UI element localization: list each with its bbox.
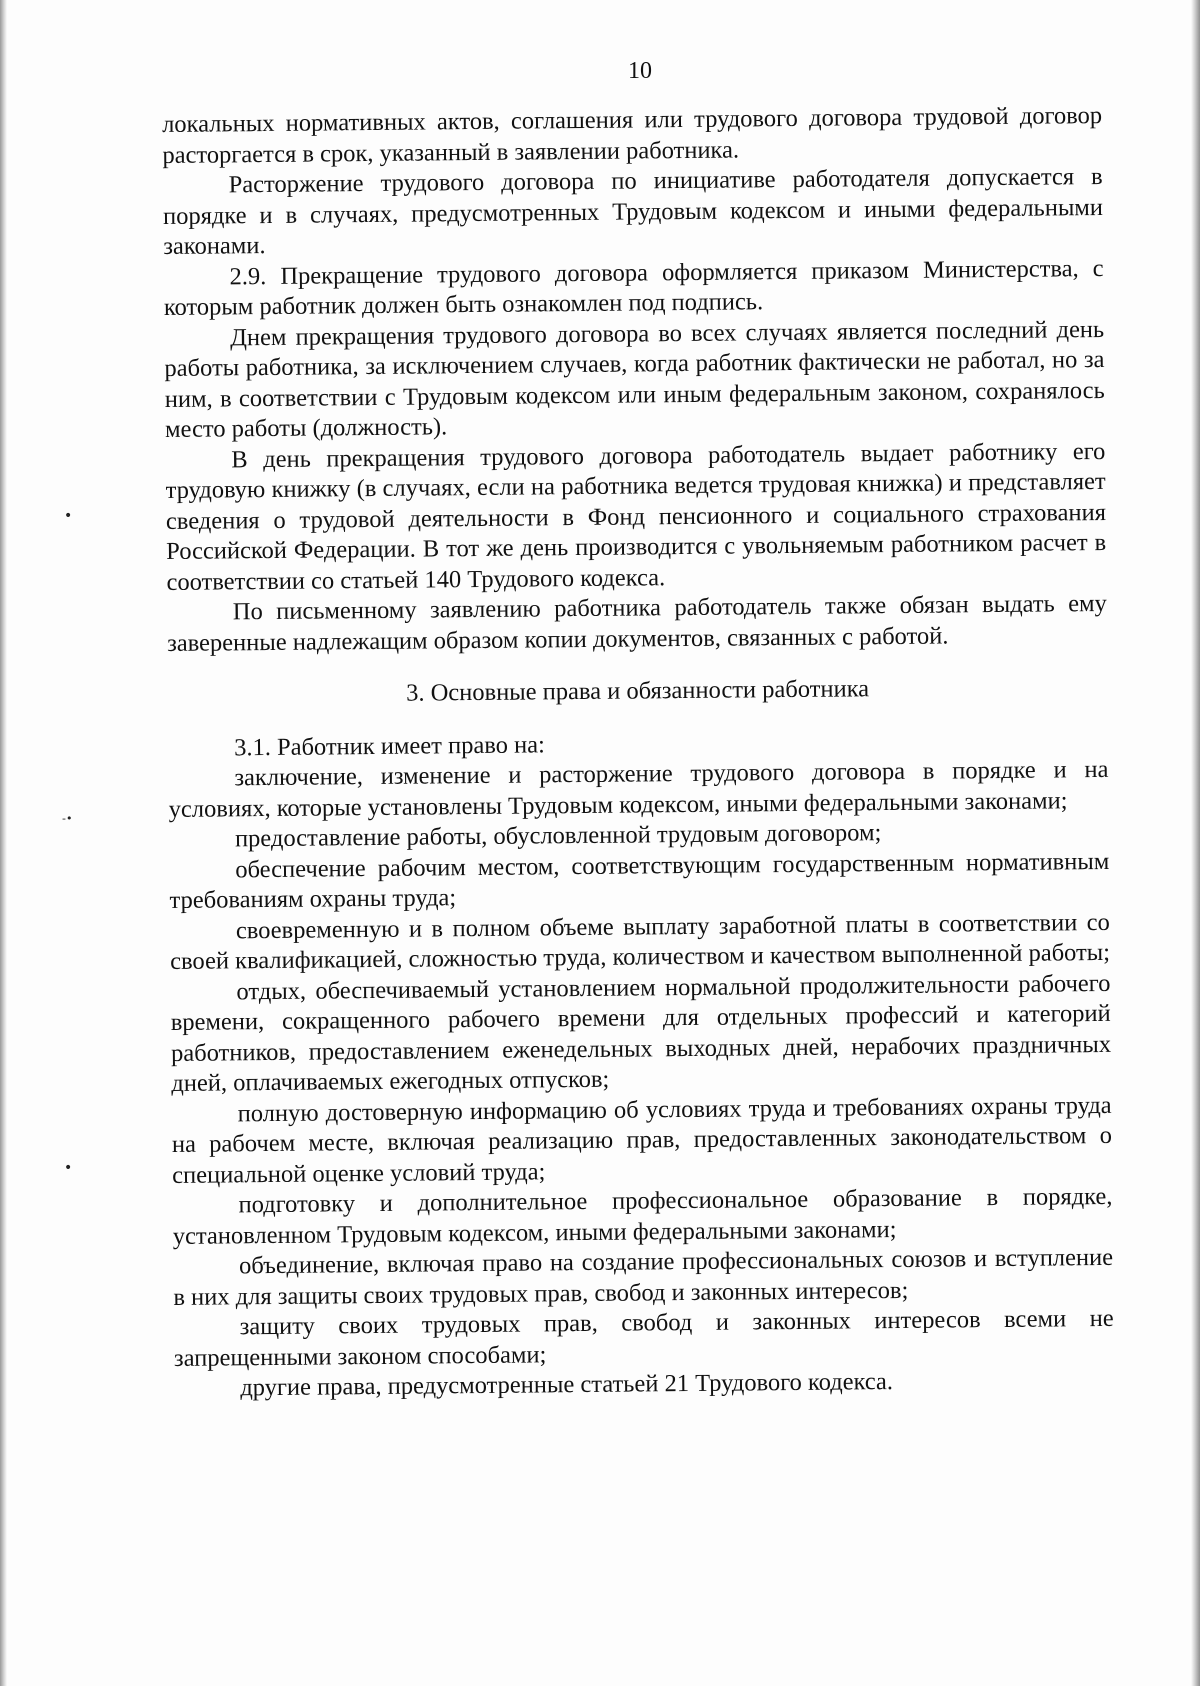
rights-list-item: объединение, включая право на создание профессиональных союзов и вступление в них для защиты своих трудовых прав, свобод и законных интересов; (173, 1243, 1114, 1311)
paragraph: 2.9. Прекращение трудового договора оформляется приказом Министерства, с которым работник должен быть ознакомлен под подпись. (163, 254, 1104, 321)
top-paragraphs (162, 101, 1107, 659)
scan-edge-right (1191, 0, 1200, 1686)
section-heading: 3. Основные права и обязанности работника (405, 675, 870, 707)
rights-list-item: предоставление работы, обусловленной трудовым договором; (234, 819, 882, 853)
scan-speck: -• (62, 812, 73, 825)
rights-list-item: защиту своих трудовых прав, свобод и законных интересов всеми не запрещенными законом способами; (173, 1304, 1114, 1372)
rights-list-item: заключение, изменение и расторжение трудового договора в порядке и на условиях, которые установлены Трудовым кодексом, иными федеральными законами; (168, 755, 1109, 823)
rights-list-item: обеспечение рабочим местом, соответствующим государственным нормативным требованиям охраны труда; (169, 847, 1110, 914)
rights-list-item: своевременную и в полном объеме выплату заработной платы в соответствии со своей квалификацией, сложностью труда, количеством и качеством выполненной работы; (170, 908, 1111, 975)
paragraph: В день прекращения трудового договора работодатель выдает работнику его трудовую книжку (в случаях, если на работника ведется трудовая книжка) и представляет сведения о трудовой деятельности в Фонд пенсионного и социального страхования Российской Федерации. В тот же день производится с увольняемым работником расчет в соответствии со статьей 140 Трудового кодекса. (165, 437, 1107, 596)
page-number: 10 (628, 58, 652, 84)
scan-speck: • (64, 1160, 73, 1176)
paragraph: Расторжение трудового договора по инициативе работодателя допускается в порядке и в случаях, предусмотренных Трудовым кодексом и иными федеральными законами. (162, 162, 1104, 260)
rights-list-item: 3.1. Работник имеет право на: (233, 730, 545, 761)
rights-list (168, 724, 1114, 1404)
paragraph: локальных нормативных актов, соглашения или трудового договора трудовой договор расторгается в срок, указанный в заявлении работника. (162, 101, 1103, 169)
document-body (162, 101, 1114, 1404)
paragraph: По письменному заявлению работника работодатель также обязан выдать ему заверенные надлежащим образом копии документов, связанных с работой. (166, 589, 1107, 657)
rights-list-item: подготовку и дополнительное профессиональное образование в порядке, установленном Трудовым кодексом, иными федеральными законами; (172, 1182, 1113, 1250)
rights-list-item: отдых, обеспечиваемый установлением нормальной продолжительности рабочего времени, сокращенного рабочего времени для отдельных профессий и категорий работников, предоставлением еженедельных выходных дней, нерабочих праздничных дней, оплачиваемых ежегодных отпусков; (170, 969, 1112, 1097)
scan-edge-left (0, 0, 7, 1686)
rights-list-item: другие права, предусмотренные статьей 21 Трудового кодекса. (240, 1368, 894, 1402)
scan-speck: • (64, 508, 73, 524)
rights-list-item: полную достоверную информацию об условиях труда и требованиях охраны труда на рабочем месте, включая реализацию прав, предоставленных законодательством о специальной оценке условий труда; (171, 1091, 1113, 1189)
paragraph: Днем прекращения трудового договора во всех случаях является последний день работы работника, за исключением случаев, когда работник фактически не работал, но за ним, в соответствии с Трудовым кодексом или иным федеральным законом, сохранялось место работы (должность). (164, 315, 1105, 443)
